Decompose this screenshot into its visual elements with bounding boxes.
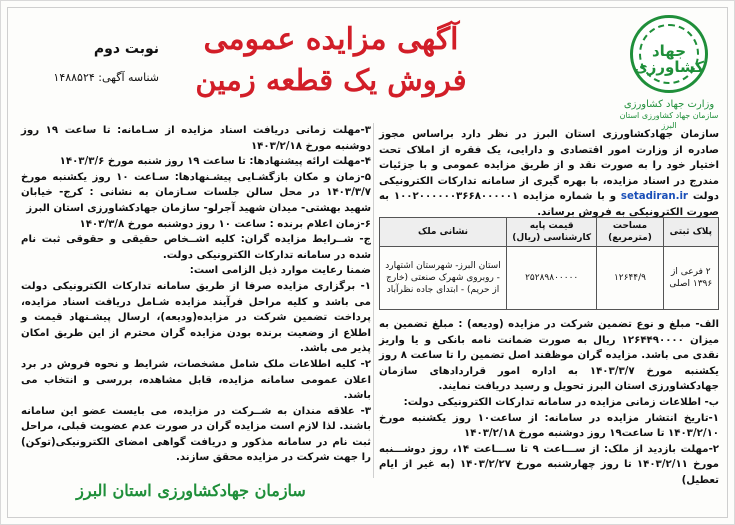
intro-text: سازمان جهادکشاورزی استان البرز در نظر دارد براساس مجوز صادره از وزارت امور اقتصادی و دارایی، یک فقره از املاک تحت اختیار خود را به صورت نقد و از طریق مزایده عمومی و با جزئیات مندرج در اسناد مزایده، با بهره گیری از سامانه تدارکات الکترونیکی دولت (379, 129, 719, 203)
docs-deadline-item: ۳-مهلت زمانی دریافت اسناد مزایده از سـامانه: تا ساعت ۱۹ روز دوشنبه مورخ ۱۴۰۳/۲/۱۸ (21, 125, 372, 152)
logo-organization: سازمان جهاد کشاورزی استان البرز (619, 111, 719, 130)
intro-text-end: و با شماره مزایده ۱۰۰۲۰۰۰۰۰۰۳۶۶۸۰۰۰۰۰۱ به صورت الکترونیکی به فروش برساند. (379, 191, 719, 218)
publish-date-item: ۱-تاریخ انتشار مزایده در سامانه: از ساعت۱۰ روز یکشنبه مورخ ۱۴۰۳/۲/۱۰ تا ساعت۱۹ روز دوشنبه مورخ ۱۴۰۳/۲/۱۸ (379, 412, 719, 440)
cell-address: استان البرز- شهرستان اشتهارد - روبروی شهرک صنعتی (خارج از حریم) - ابتدای جاده نظرآباد (380, 247, 507, 310)
logo-emblem (630, 15, 708, 93)
timing-heading: ب- اطلاعات زمانی مزایده در سامانه تدارکات الکترونیکی دولت: (403, 396, 719, 408)
property-table (379, 217, 719, 310)
bidder-conditions: ج- شــرایط مزایده گران: کلیه اشــخاص حقیقی و حقوقی ثبت نام شده در سامانه تدارکات الکترونیکی دولت. (21, 234, 371, 261)
left-column-details (21, 123, 371, 466)
visit-period-item: ۲-مهلت بازدید از ملک: از ســـاعت ۹ تا ســـاعت ۱۴، روز دوشـــنبه مورخ ۱۴۰۳/۲/۱۱ تا روز چهارشنبه مورخ ۱۴۰۳/۲/۲۷ (به غیر از ایام تعطیل) (379, 443, 720, 486)
cell-price: ۲۵۲۸۹۸۰۰۰۰۰ (507, 247, 597, 310)
footer-signature (21, 481, 361, 500)
requirement-2: ۲- کلیه اطلاعات ملک شامل مشخصات، شرایط و نحوه فروش در برد اعلان عمومی سامانه مزایده، قابل مشاهده، بررسی و انتخاب می باشد. (21, 358, 371, 402)
column-divider (373, 123, 374, 478)
opening-item: ۵-زمان و مکان بازگشـایی پیشـنهادها: سـاعت ۱۰ روز یکشنبه مورخ ۱۴۰۳/۳/۷ در محل سالن جلسات سـازمان به نشانی : کرج- خیابان شهید بهشتی- میدان شهید آجرلو- سازمان جهادکشاورزی استان البرز (21, 171, 372, 214)
header-area: مساحت (مترمربع) (597, 218, 663, 247)
publication-stage: نوبت دوم (93, 41, 159, 57)
offer-deadline-item: ۴-مهلت ارائه پیشنهادها: تا ساعت ۱۹ روز شنبه مورخ ۱۴۰۳/۳/۶ (59, 156, 371, 168)
winner-announcement-item: ۶-زمان اعلام برنده : ساعت ۱۰ روز دوشنبه مورخ ۱۴۰۳/۳/۸ (79, 218, 371, 230)
signature-text: سازمان جهادکشاورزی استان البرز (76, 481, 306, 500)
requirements-heading: ضمنا رعایت موارد ذیل الزامی است: (189, 265, 371, 277)
organization-logo (613, 15, 725, 130)
table-row (380, 247, 719, 310)
logo-name: جهاد کشاورزی (634, 42, 704, 76)
logo-ministry: وزارت جهاد کشاورزی (623, 99, 715, 110)
ad-title: آگهی مزایده عمومی (203, 22, 459, 57)
cell-plate: ۲ فرعی از ۱۳۹۶ اصلی (663, 247, 718, 310)
deposit-paragraph: الف- مبلغ و نوع تضمین شرکت در مزایده (ودیعه) : مبلغ تضمین به میزان ۱۲۶۴۴۹۰۰۰۰ ریال به صورت ضمانت نامه بانکی و یا واریز نقدی می باشد. مزایده گران موظفند اصل تضمین را تا ساعت ۸ روز یکشنبه مورخ ۱۴۰۳/۳/۷ به اداره امور قراردادهای سازمان جهادکشاورزی استان البرز تحویل و رسید دریافت نمایند. (379, 319, 720, 393)
setadiran-link[interactable]: setadiran.ir (620, 191, 688, 203)
requirement-3: ۳- علاقه مندان به شــرکت در مزایده، می بایست عضو این سامانه باشند. لذا لازم است مزایده گران در صورت عدم عضویت قبلی، مراحل ثبت نام در سامانه مذکور و دریافت گواهی امضای الکترونیکی(توکن) را جهت شرکت در مزایده محقق سازند. (21, 405, 371, 464)
ad-identifier: شناسه آگهی: ۱۴۸۸۵۲۴ (53, 71, 159, 84)
right-column-details (379, 317, 719, 489)
ad-subtitle: فروش یک قطعه زمین (195, 63, 467, 97)
header-address: نشانی ملک (380, 218, 507, 247)
cell-area: ۱۲۶۴۴/۹ (597, 247, 663, 310)
intro-paragraph (379, 127, 719, 221)
requirement-1: ۱- برگزاری مزایده صرفا از طریق سامانه تدارکات الکترونیکی دولت می باشد و کلیه مراحل فرآیند مزایده شـامل دریافت اسناد مزایده، پرداخت تضمین شرکت در مزایده(ودیعه)، ارسال پیشـنهاد قیمت و اطلاع از وضعیت برنده بودن مزایده گران محترم از این طریق امکان پذیر می باشد. (21, 280, 371, 355)
header-plate: پلاک ثبتی (663, 218, 718, 247)
table-header-row (380, 218, 719, 247)
header-price: قیمت پایه کارشناسی (ریال) (507, 218, 597, 247)
